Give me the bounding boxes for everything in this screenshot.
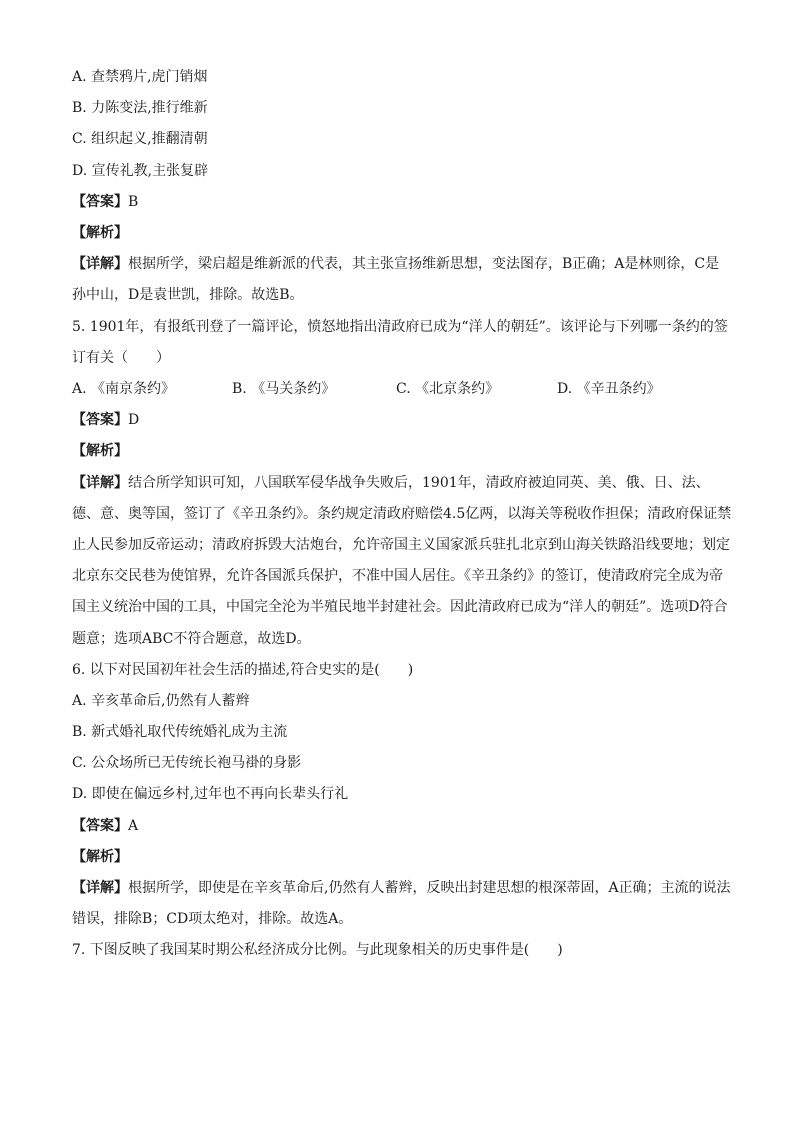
q4-detail-text: 根据所学，梁启超是维新派的代表，其主张宣扬维新思想，变法图存，B正确；A是林则徐，C是孙中山，D是袁世凯，排除。故选B。 <box>72 256 720 304</box>
q6-detail <box>72 873 732 935</box>
q4-detail <box>72 249 732 311</box>
q5-detail-text: 结合所学知识可知，八国联军侵华战争失败后，1901年，清政府被迫同英、美、俄、日、法、德、意、奥等国，签订了《辛丑条约》。条约规定清政府赔偿4.5亿两，以海关等税收作担保；清政府保证禁止人民参加反帝运动；清政府拆毁大沽炮台，允许帝国主义国家派兵驻扎北京到山海关铁路沿线要地；划定北京东交民巷为使馆界，允许各国派兵保护，不准中国人居住。《辛丑条约》的签订，使清政府完全成为帝国主义统治中国的工具，中国完全沦为半殖民地半封建社会。因此清政府已成为“洋人的朝廷”。选项D符合题意；选项ABC不符合题意，故选D。 <box>72 474 732 647</box>
q6-answer-value: A <box>128 817 139 834</box>
detail-tag: 【详解】 <box>72 256 128 273</box>
q5-option-a: A. 《南京条约》 <box>72 380 176 397</box>
q5-detail <box>72 468 732 655</box>
q6-detail-text: 根据所学，即使是在辛亥革命后,仍然有人蓄辫，反映出封建思想的根深蒂固，A正确；主流的说法错误，排除B；CD项太绝对，排除。故选A。 <box>72 880 731 928</box>
q5-option-b: B. 《马关条约》 <box>232 380 336 397</box>
q4-option-d: D. 宣传礼教,主张复辟 <box>72 162 209 179</box>
q4-option-b: B. 力陈变法,推行维新 <box>72 100 208 117</box>
q4-option-a: A. 查禁鸦片,虎门销烟 <box>72 69 208 85</box>
q5-option-c: C. 《北京条约》 <box>396 380 500 397</box>
answer-tag: 【答案】 <box>72 817 128 834</box>
q4-option-c: C. 组织起义,推翻清朝 <box>72 131 208 148</box>
q6-option-d: D. 即使在偏远乡村,过年也不再向长辈头行礼 <box>72 786 349 803</box>
answer-tag: 【答案】 <box>72 412 128 429</box>
detail-tag: 【详解】 <box>72 880 128 897</box>
q6-option-a: A. 辛亥革命后,仍然有人蓄辫 <box>72 692 250 709</box>
q5-option-d: D. 《辛丑条约》 <box>557 380 661 397</box>
q4-analysis <box>72 218 732 249</box>
q5-options <box>72 374 732 405</box>
analysis-tag: 【解析】 <box>72 224 128 241</box>
q6-answer <box>72 811 732 842</box>
q6-stem: 6. 以下对民国初年社会生活的描述,符合史实的是( ) <box>72 661 414 678</box>
q5-answer <box>72 405 732 436</box>
q6-option-c: C. 公众场所已无传统长袍马褂的身影 <box>72 755 302 772</box>
q7-stem: 7. 下图反映了我国某时期公私经济成分比例。与此现象相关的历史事件是( ) <box>72 942 563 959</box>
answer-tag: 【答案】 <box>72 193 128 210</box>
analysis-tag: 【解析】 <box>72 848 128 865</box>
q5-answer-value: D <box>128 412 140 429</box>
q6-option-b: B. 新式婚礼取代传统婚礼成为主流 <box>72 724 288 741</box>
detail-tag: 【详解】 <box>72 474 128 491</box>
exam-page <box>72 62 732 967</box>
q5-analysis <box>72 436 732 467</box>
q6-analysis <box>72 842 732 873</box>
q5-stem: 5. 1901年，有报纸刊登了一篇评论，愤怒地指出清政府已成为“洋人的朝廷”。该评论与下列哪一条约的签订有关（ ） <box>72 318 728 366</box>
q4-answer-value: B <box>128 193 139 210</box>
q4-answer <box>72 187 732 218</box>
analysis-tag: 【解析】 <box>72 443 128 460</box>
